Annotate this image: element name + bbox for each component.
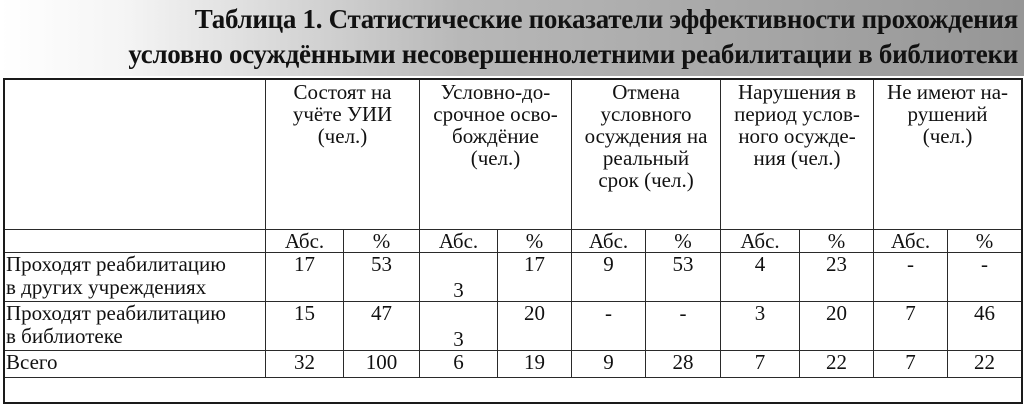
table-header-row	[4, 79, 1022, 230]
subheader-abs: Абс.	[420, 230, 498, 253]
table-cell: 23	[800, 253, 874, 302]
header-violations	[721, 79, 874, 230]
header-corner-cell	[4, 79, 266, 230]
row-label-text: Всего	[6, 350, 58, 374]
table-cell: 7	[874, 351, 948, 378]
header-parole	[420, 79, 572, 230]
table-cell: 20	[498, 302, 572, 351]
table-cell: 19	[498, 351, 572, 378]
subheader-abs: Абс.	[572, 230, 646, 253]
table-cell: 22	[948, 351, 1022, 378]
table-cell: 53	[646, 253, 721, 302]
row-label	[4, 253, 266, 302]
header-text: ного осужде-	[738, 124, 856, 148]
table-cell: 100	[344, 351, 420, 378]
subheader-abs: Абс.	[266, 230, 344, 253]
row-label-text: в других учреждениях	[6, 275, 207, 299]
subheader-corner-cell	[4, 230, 266, 253]
table-subheader-row	[4, 230, 1022, 253]
header-no-violations	[874, 79, 1022, 230]
table-row	[4, 253, 1022, 302]
table-cell: 46	[948, 302, 1022, 351]
table-cell: 22	[800, 351, 874, 378]
header-registered	[266, 79, 420, 230]
header-text: (чел.)	[470, 146, 521, 170]
table-title-line-1: Таблица 1. Статистические показатели эффективности прохождения	[194, 4, 1018, 34]
subheader-pct: %	[498, 230, 572, 253]
table-cell: 47	[344, 302, 420, 351]
table-cell: 17	[498, 253, 572, 302]
subheader-abs: Абс.	[874, 230, 948, 253]
subheader-pct: %	[800, 230, 874, 253]
table-cell: 9	[572, 351, 646, 378]
table-cell: 3	[420, 302, 498, 351]
row-label	[4, 302, 266, 351]
table-cell: 53	[344, 253, 420, 302]
header-text: Отмена	[612, 80, 680, 104]
row-label-text: Проходят реабилитацию	[6, 252, 226, 276]
table-cell: 3	[420, 253, 498, 302]
table-cell: 4	[721, 253, 800, 302]
table-cell: 17	[266, 253, 344, 302]
header-text: Нарушения в	[738, 80, 857, 104]
header-text: срок (чел.)	[598, 168, 694, 192]
table-cell: -	[646, 302, 721, 351]
table-cell: 20	[800, 302, 874, 351]
table-cell: 9	[572, 253, 646, 302]
table-title	[8, 2, 1018, 72]
table-cell: 7	[874, 302, 948, 351]
table-cell: 7	[721, 351, 800, 378]
subheader-abs: Абс.	[721, 230, 800, 253]
header-text: рушений	[907, 102, 988, 126]
header-text: учёте УИИ	[292, 102, 393, 126]
header-text: реальный	[602, 146, 690, 170]
table-row	[4, 351, 1022, 378]
header-text: Условно-до-	[440, 80, 551, 104]
subheader-pct: %	[948, 230, 1022, 253]
subheader-pct: %	[344, 230, 420, 253]
table-cell: 28	[646, 351, 721, 378]
header-text: (чел.)	[922, 124, 973, 148]
table-cell: 15	[266, 302, 344, 351]
row-label	[4, 351, 266, 378]
row-label-text: в библиотеке	[6, 324, 123, 348]
table-cell: -	[572, 302, 646, 351]
statistics-table	[3, 78, 1022, 378]
header-text: осуждения на	[584, 124, 708, 148]
header-text: ния (чел.)	[753, 146, 841, 170]
table-row	[4, 302, 1022, 351]
header-revocation	[572, 79, 721, 230]
header-text: (чел.)	[317, 124, 368, 148]
header-text: срочное осво-	[433, 102, 558, 126]
table-cell: 32	[266, 351, 344, 378]
table-cell: 6	[420, 351, 498, 378]
header-text: Не имеют на-	[887, 80, 1009, 104]
table-title-line-2: условно осуждёнными несовершеннолетними реабилитации в библиотеки	[128, 39, 1018, 69]
table-cell: -	[948, 253, 1022, 302]
header-text: условного	[600, 102, 692, 126]
subheader-pct: %	[646, 230, 721, 253]
row-label-text: Проходят реабилитацию	[6, 301, 226, 325]
table-cell: 3	[721, 302, 800, 351]
header-text: период услов-	[734, 102, 860, 126]
table-cell: -	[874, 253, 948, 302]
header-text: бождёние	[452, 124, 539, 148]
header-text: Состоят на	[293, 80, 392, 104]
